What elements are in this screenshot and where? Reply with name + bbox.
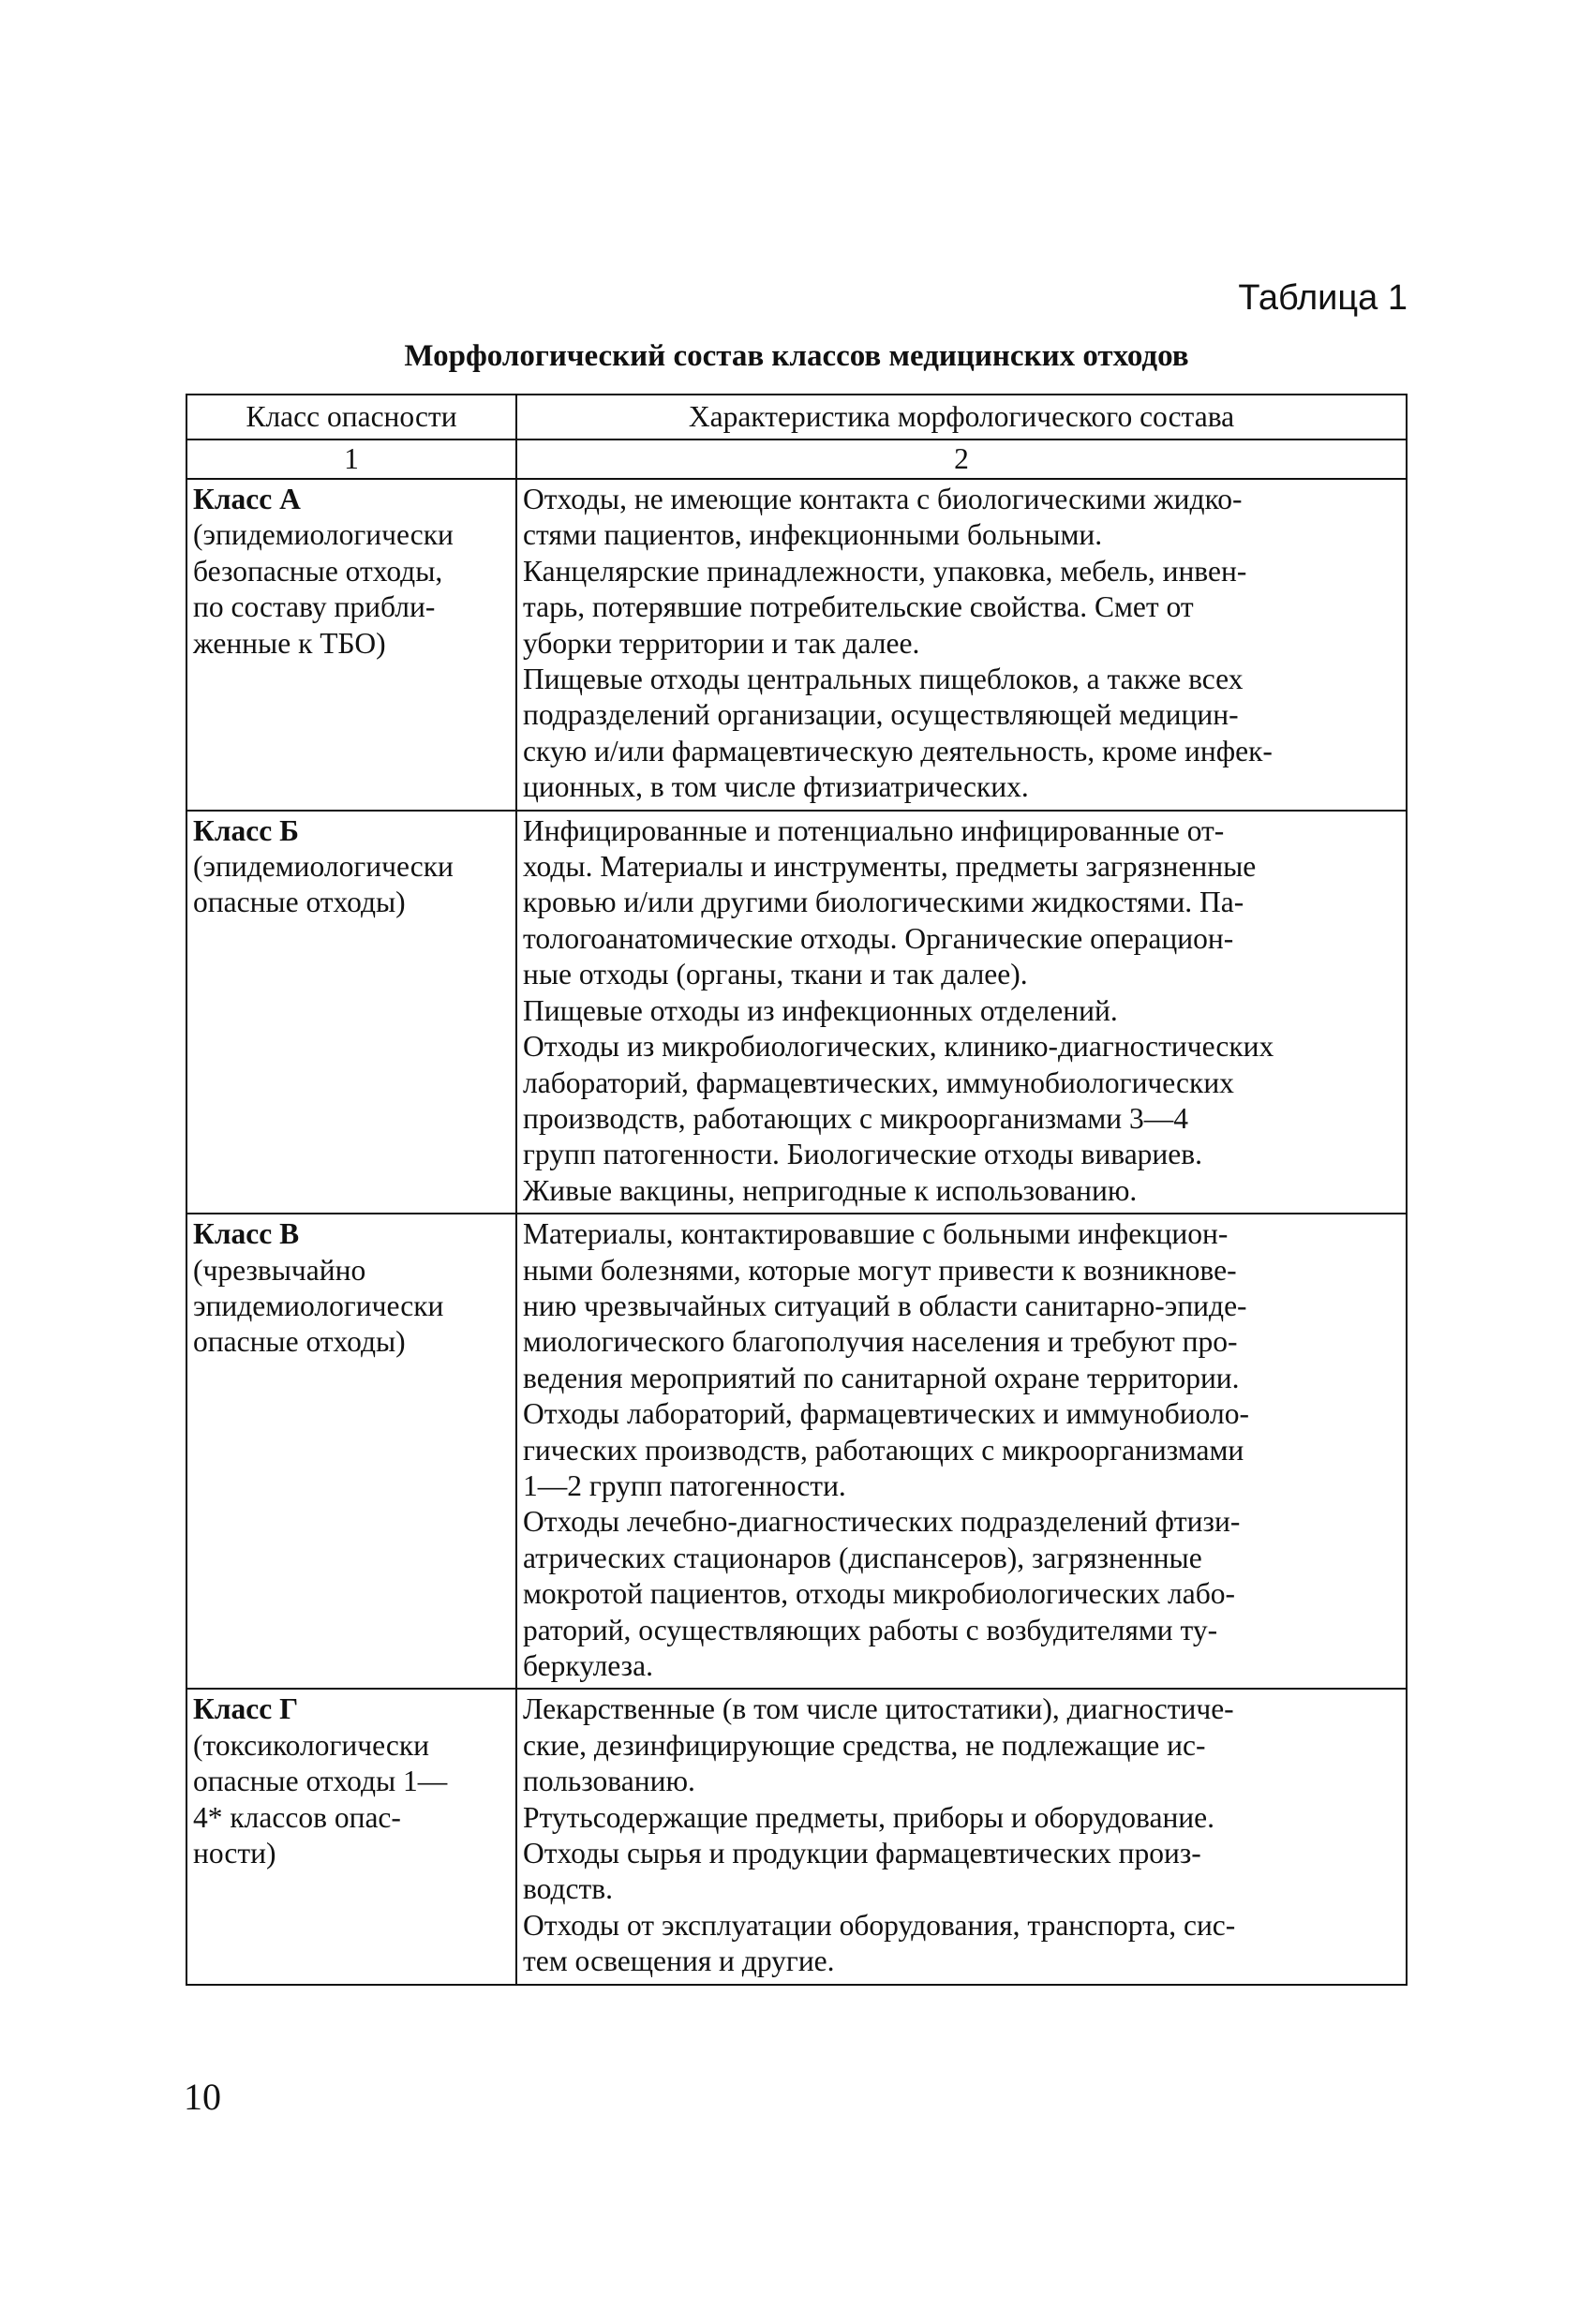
column-number-1: 1	[186, 439, 516, 479]
column-number-2: 2	[516, 439, 1407, 479]
waste-classes-table	[186, 394, 1408, 1986]
class-description-line: эпидемиологически	[193, 1289, 444, 1322]
class-name: Класс В	[193, 1217, 300, 1251]
characteristics-line: Отходы от эксплуатации оборудования, транспорта, сис-	[523, 1908, 1236, 1942]
characteristics-line: ходы. Материалы и инструменты, предметы загрязненные	[523, 850, 1257, 884]
table-row	[186, 1214, 1407, 1689]
hazard-class-cell	[186, 1214, 516, 1689]
characteristics-line: производств, работающих с микроорганизмами 3—4	[523, 1101, 1188, 1135]
class-description-line: женные к ТБО)	[193, 626, 386, 660]
characteristics-line: Отходы лабораторий, фармацевтических и иммунобиоло-	[523, 1397, 1249, 1431]
characteristics-line: Живые вакцины, непригодные к использованию.	[523, 1173, 1138, 1207]
characteristics-line: Ртутьсодержащие предметы, приборы и оборудование.	[523, 1800, 1215, 1834]
class-name: Класс Г	[193, 1692, 299, 1726]
class-description-line: опасные отходы)	[193, 1325, 406, 1359]
characteristics-line: Отходы из микробиологических, клинико-диагностических	[523, 1030, 1274, 1064]
characteristics-cell	[516, 1214, 1407, 1689]
characteristics-line: Пищевые отходы из инфекционных отделений.	[523, 993, 1118, 1027]
hazard-class-cell	[186, 1689, 516, 1984]
class-name: Класс Б	[193, 813, 299, 847]
characteristics-line: кровью и/или другими биологическими жидкостями. Па-	[523, 886, 1244, 919]
page-number: 10	[184, 2076, 221, 2118]
characteristics-line: мокротой пациентов, отходы микробиологических лабо-	[523, 1577, 1235, 1611]
characteristics-line: миологического благополучия населения и требуют про-	[523, 1325, 1238, 1359]
characteristics-line: водств.	[523, 1872, 614, 1906]
characteristics-line: ведения мероприятий по санитарной охране территории.	[523, 1361, 1240, 1394]
class-description-line: (эпидемиологически	[193, 518, 454, 552]
table-row	[186, 479, 1407, 811]
class-description-line: безопасные отходы,	[193, 554, 443, 588]
table-title: Морфологический состав классов медицинских отходов	[404, 339, 1189, 373]
characteristics-cell	[516, 811, 1407, 1214]
characteristics-line: Канцелярские принадлежности, упаковка, мебель, инвен-	[523, 554, 1247, 588]
characteristics-line: нию чрезвычайных ситуаций в области санитарно-эпиде-	[523, 1289, 1247, 1322]
characteristics-cell	[516, 1689, 1407, 1984]
class-description-line: ности)	[193, 1837, 276, 1870]
characteristics-line: гических производств, работающих с микроорганизмами	[523, 1433, 1244, 1467]
column-number-row	[186, 439, 1407, 479]
characteristics-line: тарь, потерявшие потребительские свойства. Смет от	[523, 590, 1194, 624]
characteristics-line: ные отходы (органы, ткани и так далее).	[523, 958, 1028, 991]
characteristics-line: ские, дезинфицирующие средства, не подлежащие ис-	[523, 1728, 1206, 1762]
characteristics-line: Инфицированные и потенциально инфицированные от-	[523, 813, 1225, 847]
class-description-line: опасные отходы 1—	[193, 1765, 448, 1798]
characteristics-line: Отходы сырья и продукции фармацевтических произ-	[523, 1837, 1201, 1870]
characteristics-line: подразделений организации, осуществляющей медицин-	[523, 698, 1239, 732]
characteristics-line: раторий, осуществляющих работы с возбудителями ту-	[523, 1613, 1218, 1646]
characteristics-line: Пищевые отходы центральных пищеблоков, а также всех	[523, 663, 1244, 696]
characteristics-line: тем освещения и другие.	[523, 1944, 835, 1978]
column-header-hazard-class: Класс опасности	[186, 395, 516, 439]
table-row	[186, 811, 1407, 1214]
characteristics-line: беркулеза.	[523, 1649, 653, 1682]
class-name: Класс А	[193, 483, 301, 515]
characteristics-cell	[516, 479, 1407, 811]
characteristics-line: Отходы лечебно-диагностических подразделений фтизи-	[523, 1505, 1241, 1539]
characteristics-line: уборки территории и так далее.	[523, 626, 920, 660]
hazard-class-cell	[186, 811, 516, 1214]
characteristics-line: ными болезнями, которые могут привести к возникнове-	[523, 1253, 1237, 1287]
characteristics-line: пользованию.	[523, 1765, 695, 1798]
class-description-line: по составу прибли-	[193, 590, 436, 624]
characteristics-line: 1—2 групп патогенности.	[523, 1468, 846, 1502]
class-description-line: 4* классов опас-	[193, 1800, 401, 1834]
characteristics-line: Отходы, не имеющие контакта с биологическими жидко-	[523, 483, 1243, 515]
characteristics-line: стями пациентов, инфекционными больными.	[523, 518, 1103, 552]
characteristics-line: Материалы, контактировавшие с больными инфекцион-	[523, 1217, 1229, 1251]
table-row	[186, 1689, 1407, 1984]
class-description-line: (чрезвычайно	[193, 1253, 366, 1287]
column-header-characteristics: Характеристика морфологического состава	[516, 395, 1407, 439]
class-description-line: (эпидемиологически	[193, 850, 454, 884]
table-number: Таблица 1	[1238, 278, 1408, 318]
characteristics-line: ционных, в том числе фтизиатрических.	[523, 770, 1029, 804]
table-header-row	[186, 395, 1407, 439]
class-description-line: опасные отходы)	[193, 886, 406, 919]
characteristics-line: скую и/или фармацевтическую деятельность, кроме инфек-	[523, 734, 1273, 767]
characteristics-line: атрических стационаров (диспансеров), загрязненные	[523, 1541, 1202, 1574]
class-description-line: (токсикологически	[193, 1728, 429, 1762]
characteristics-line: Лекарственные (в том числе цитостатики), диагностиче-	[523, 1692, 1234, 1726]
characteristics-line: лабораторий, фармацевтических, иммунобиологических	[523, 1065, 1234, 1099]
hazard-class-cell	[186, 479, 516, 811]
characteristics-line: тологоанатомические отходы. Органические операцион-	[523, 921, 1234, 955]
characteristics-line: групп патогенности. Биологические отходы вивариев.	[523, 1138, 1203, 1171]
